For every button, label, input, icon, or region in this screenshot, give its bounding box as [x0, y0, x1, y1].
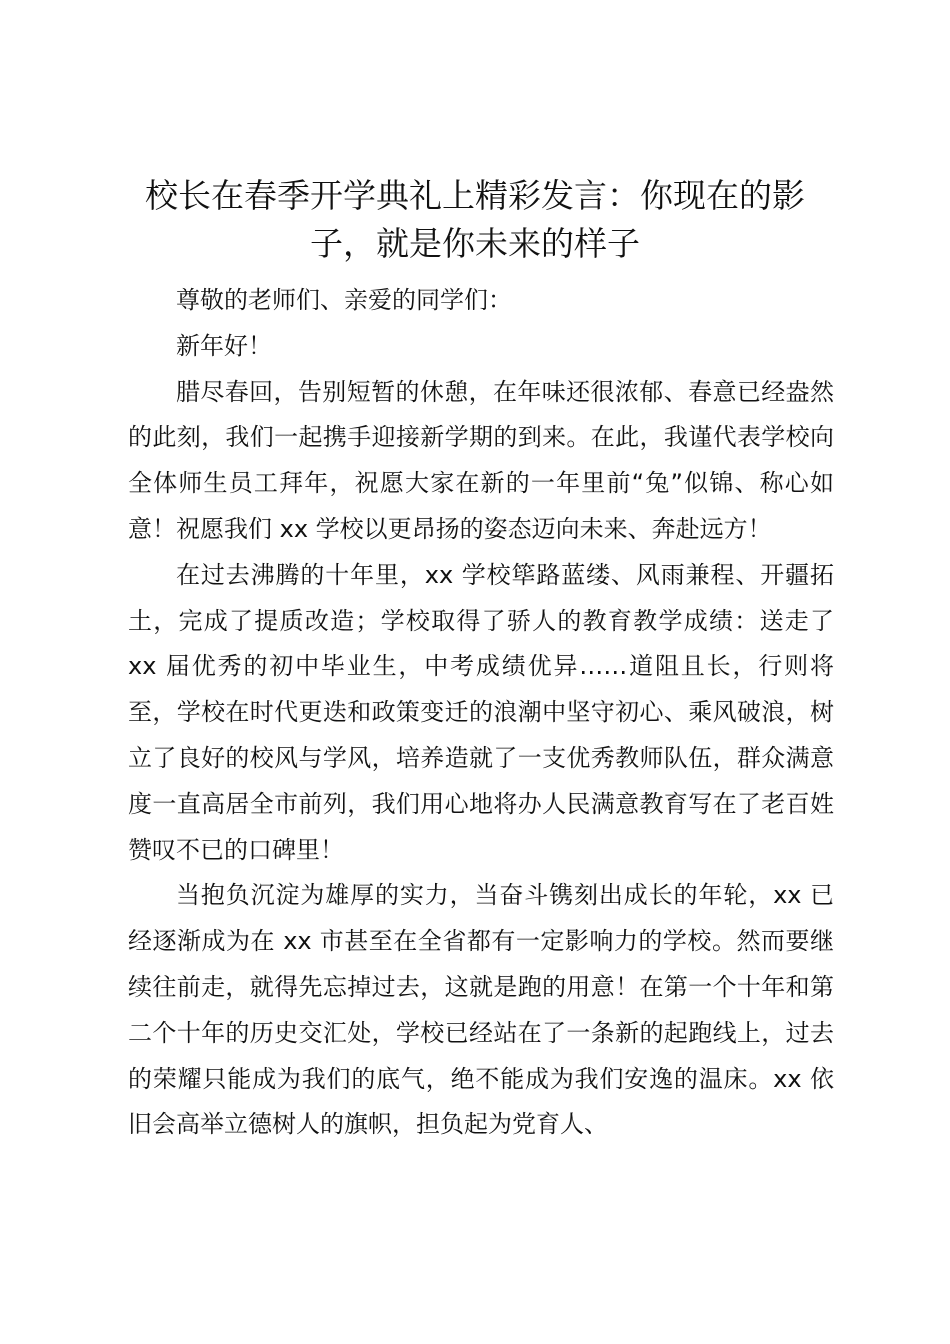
paragraph-past-decade: 在过去沸腾的十年里，xx 学校筚路蓝缕、风雨兼程、开疆拓土，完成了提质改造；学校取得了骄人的教育教学成绩：送走了 xx 届优秀的初中毕业生，中考成绩优异……道阻且长，行则将至，学校在时代更迭和政策变迁的浪潮中坚守初心、乘风破浪，树立了良好的校风与学风，培养造就了一支优秀教师队伍，群众满意度一直高居全市前列，我们用心地将办人民满意教育写在了老百姓赞叹不已的口碑里！ [128, 560, 834, 864]
document-body [128, 278, 834, 1148]
paragraph-new-semester: 腊尽春回，告别短暂的休憩，在年味还很浓郁、春意已经盎然的此刻，我们一起携手迎接新学期的到来。在此，我谨代表学校向全体师生员工拜年，祝愿大家在新的一年里前“兔”似锦、称心如意！祝愿我们 xx 学校以更昂扬的姿态迈向未来、奔赴远方！ [128, 377, 834, 543]
salutation: 尊敬的老师们、亲爱的同学们： [176, 286, 512, 314]
paragraph-new-start: 当抱负沉淀为雄厚的实力，当奋斗镌刻出成长的年轮，xx 已经逐渐成为在 xx 市甚至在全省都有一定影响力的学校。然而要继续往前走，就得先忘掉过去，这就是跑的用意！在第一个十年和第二个十年的历史交汇处，学校已经站在了一条新的起跑线上，过去的荣耀只能成为我们的底气，绝不能成为我们安逸的温床。xx 依旧会高举立德树人的旗帜，担负起为党育人、 [128, 881, 834, 1139]
greeting: 新年好！ [176, 331, 272, 360]
document-title: 校长在春季开学典礼上精彩发言：你现在的影子，就是你未来的样子 [145, 176, 805, 263]
